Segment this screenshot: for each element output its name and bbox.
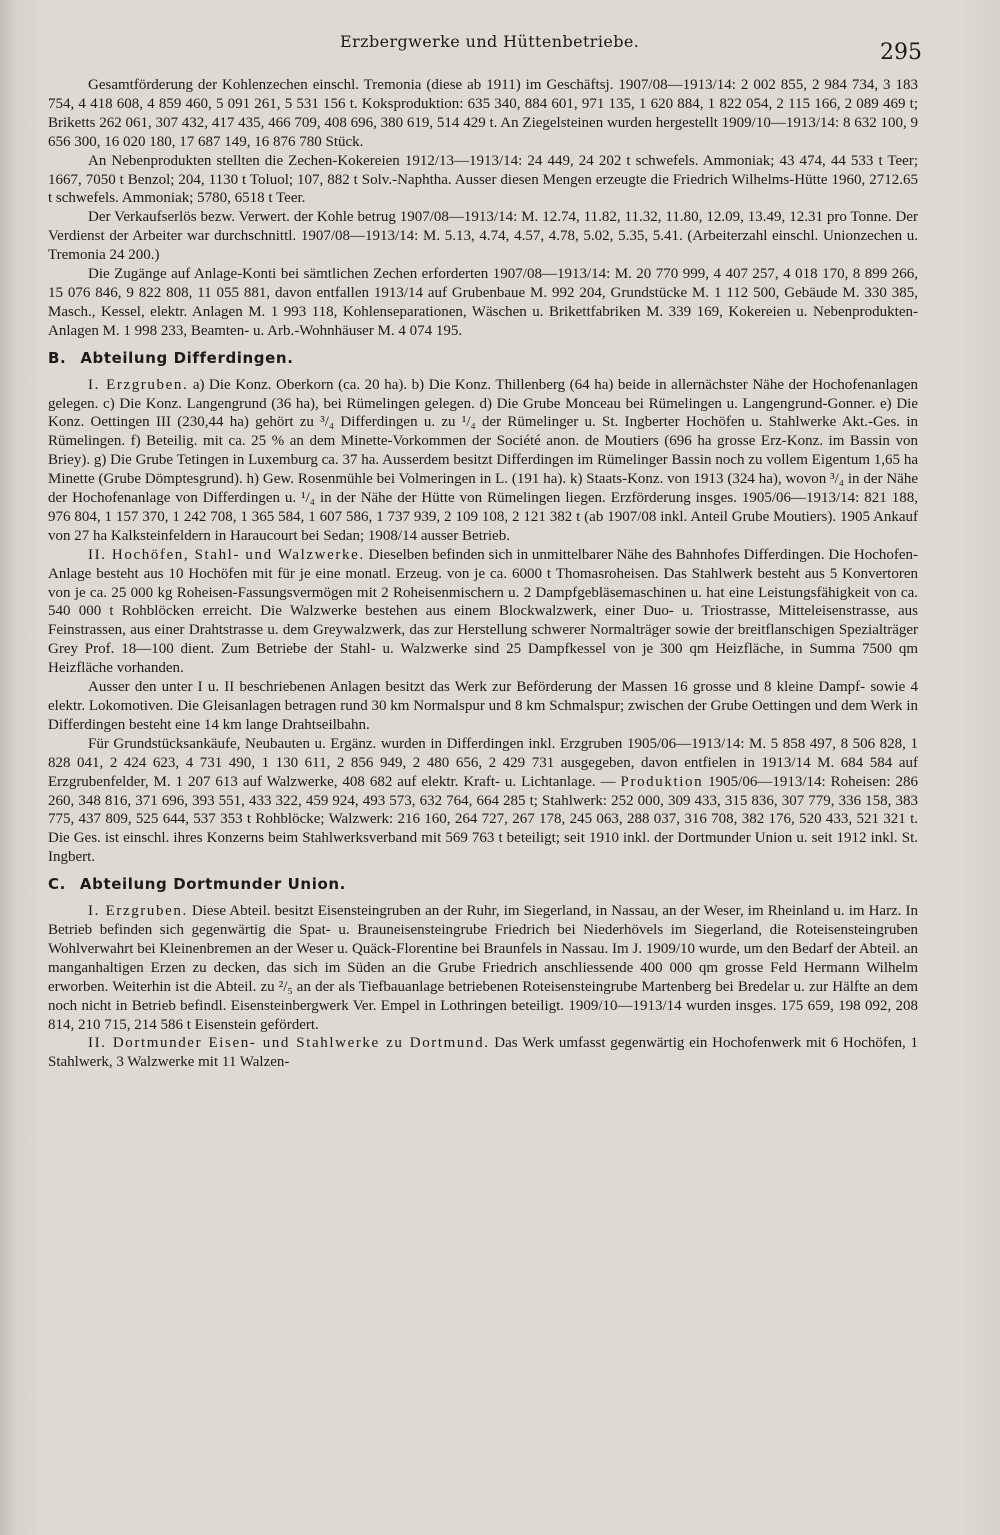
paragraph-sales-proceeds: Der Verkaufserlös bezw. Verwert. der Kohle betrug 1907/08—1913/14: M. 12.74, 11.82, 11.32, 11.80, 12.09, 13.49, 12.31 pro Tonne. Der Verdienst der Arbeiter war durchschnittl. 1907/08—1913/14: M. 5.13, 4.74, 4.57, 4.78, 5.02, 5.35, 5.41. (Arbeiterzahl einschl. Unionzechen u. Tremonia 24 200.) — [48, 209, 918, 264]
section-heading-differdingen — [48, 349, 918, 368]
paragraph-text: a) Die Konz. Oberkorn (ca. 20 ha). b) Die Konz. Thillenberg (64 ha) beide in allernächster Nähe der Hochofenanlagen gelegen. c) Die Konz. Langengrund (36 ha), bei Rümelingen gelegen. d) Die Grube Monceau bei Rümelingen u. Langengrund-Gonner. e) Die Konz. Oettingen III (230,44 ha) gehört zu ³/₄ Differdingen u. zu ¹/₄ der Rümelinger u. St. Ingberter Hochöfen u. Stahlwerke Akt.-Ges. in Rümelingen. f) Beteilig. mit ca. 25 % an dem Minette-Vorkommen der Société anon. de Moutiers (696 ha grosse Erz-Konz. im Bassin von Briey). g) Die Grube Tetingen in Luxemburg ca. 37 ha. Ausserdem besitzt Differdingen im Rümelinger Bassin noch zu vollem Eigentum 1,65 ha Minette (Grube Dömptesgrund). h) Gew. Rosenmühle bei Volmeringen in L. (191 ha). k) Staats-Konz. von 1913 (324 ha), wovon ³/₄ in der Nähe der Hochofenanlage von Differdingen u. ¹/₄ in der Nähe der Hütte von Rümelingen liegen. Erzförderung insges. 1905/06—1913/14: 821 188, 976 804, 1 157 370, 1 242 708, 1 365 584, 1 607 586, 1 737 939, 2 109 108, 2 121 382 t (ab 1907/08 inkl. Anteil Grube Moutiers). 1905 Ankauf von 27 ha Kalksteinfeldern in Haraucourt bei Sedan; 1908/14 ausser Betrieb. — [48, 376, 918, 544]
paragraph-text: Für Grundstücksankäufe, Neubauten u. Ergänz. wurden in Differdingen inkl. Erzgruben 1905/06—1913/14: M. 5 858 497, 8 506 828, 1 828 041, 2 424 623, 4 731 490, 1 130 611, 2 856 949, 2 480 656, 2 429 731 ausgegeben, davon entfielen in 1913/14 M. 684 584 auf Erzgrubenfelder, M. 1 207 613 auf Walzwerke, 408 682 auf elektr. Kraft- u. Lichtanlage. — — [48, 735, 918, 790]
inline-heading-produktion: Produktion — [620, 773, 704, 790]
subsection-lead: I. Erzgruben. — [88, 376, 189, 393]
section-letter: B. — [48, 348, 67, 367]
subsection-lead: II. Hochöfen, Stahl- und Walzwerke. — [88, 546, 365, 563]
running-head: Erzbergwerke und Hüttenbetriebe. — [340, 32, 640, 51]
paragraph-text: Das Werk umfasst gegenwärtig ein Hochofenwerk mit 6 Hochöfen, 1 Stahlwerk, 3 Walzwerke mit 11 Walzen- — [48, 1035, 918, 1071]
paragraph-by-products: An Nebenprodukten stellten die Zechen-Kokereien 1912/13—1913/14: 24 449, 24 202 t schwefels. Ammoniak; 43 474, 44 533 t Teer; 1667, 7050 t Benzol; 204, 1130 t Toluol; 107, 882 t Solv.-Naphtha. Ausser diesen Mengen erzeugte die Friedrich Wilhelms-Hütte 1960, 2712.65 t schwefels. Ammoniak; 5780, 6518 t Teer. — [48, 152, 918, 207]
paragraph-blast-furnaces — [48, 546, 918, 678]
section-title: Abteilung Differdingen. — [80, 348, 294, 367]
subsection-lead: II. Dortmunder Eisen- und Stahlwerke zu Dortmund. — [88, 1035, 490, 1052]
page-number: 295 — [880, 40, 922, 65]
paragraph-ore-mines-union — [48, 902, 918, 1034]
paragraph-locomotives: Ausser den unter I u. II beschriebenen Anlagen besitzt das Werk zur Beförderung der Massen 16 grosse und 8 kleine Dampf- sowie 4 elektr. Lokomotiven. Die Gleisanlagen betragen rund 30 km Normalspur und 8 km Schmalspur; zwischen der Grube Oettingen und dem Werk in Differdingen besteht eine 14 km lange Drahtseilbahn. — [48, 679, 918, 733]
section-heading-dortmunder-union — [48, 875, 918, 894]
section-letter: C. — [48, 875, 66, 894]
paragraph-text: Diese Abteil. besitzt Eisensteingruben an der Ruhr, im Siegerland, in Nassau, an der Weser, im Rheinland u. im Harz. In Betrieb befinden sich gegenwärtig die Spat- u. Brauneisensteingrube Friedrich bei Niederhövels im Siegerland, die Roteisensteingruben Wohlverwahrt bei Kleinenbremen an der Weser u. Quäck-Florentine bei Braunfels in Nassau. Im J. 1909/10 wurde, um den Bedarf der Abteil. an manganhaltigen Erzen zu decken, das sich im Süden an die Grube Friedrich anschliessende 400 000 qm grosse Feld Hermann Wilhelm erworben. Weiterhin ist die Abteil. zu ²/₅ an der als Tiefbauanlage betriebenen Roteisensteingrube Martenberg bei Bredelar u. zur Hälfte an dem noch nicht in Betrieb befindl. Eisensteinbergwerk Ver. Empel in Lothringen beteiligt. 1909/10—1913/14 wurden insges. 175 659, 198 092, 208 814, 210 715, 214 586 t Eisenstein gefördert. — [48, 903, 919, 1033]
paragraph-production-totals: Gesamtförderung der Kohlenzechen einschl. Tremonia (diese ab 1911) im Geschäftsj. 1907/08—1913/14: 2 002 855, 2 984 734, 3 183 754, 4 418 608, 4 859 460, 5 091 261, 5 531 156 t. Koksproduktion: 635 340, 884 601, 971 135, 1 620 884, 1 822 054, 2 115 166, 2 089 469 t; Briketts 262 061, 307 432, 417 435, 466 709, 408 696, 380 619, 514 429 t. An Ziegelsteinen wurden hergestellt 1909/10—1913/14: 8 632 100, 9 656 300, 16 020 180, 17 687 149, 16 876 780 Stück. — [48, 77, 918, 150]
paragraph-dortmund-works — [48, 1034, 918, 1072]
page-body — [48, 76, 918, 1072]
paragraph-ore-mines — [48, 376, 918, 546]
page-header — [0, 32, 1000, 72]
subsection-lead: I. Erzgruben. — [88, 903, 188, 920]
paragraph-text: Dieselben befinden sich in unmittelbarer Nähe des Bahnhofes Differdingen. Die Hochofen-Anlage besteht aus 10 Hochöfen mit für je eine monatl. Erzeug. von je ca. 6000 t Thomasroheisen. Das Stahlwerk besteht aus 5 Konvertoren von je ca. 25 000 kg Roheisen-Fassungsvermögen mit 2 Roheisenmischern u. 2 Dampfgebläsemaschinen u. hat eine Leistungsfähigkeit von ca. 540 000 t Rohblöcken erreicht. Die Walzwerke bestehen aus einem Blockwalzwerk, einer Duo- u. Triostrasse, Mitteleisenstrasse, aus Feinstrassen, aus einer Drahtstrasse u. dem Greywalzwerk, das zur Herstellung schwerer Normalträger sowie der breitflanschigen Spezialträger Grey Prof. 18—100 dient. Zum Betriebe der Stahl- u. Walzwerke sind 25 Dampfkessel von je 300 qm Heizfläche, in Summa 7500 qm Heizfläche vorhanden. — [48, 546, 918, 677]
paragraph-expenditure-production — [48, 735, 918, 867]
paragraph-text: 1905/06—1913/14: Roheisen: 286 260, 348 816, 371 696, 393 551, 433 322, 459 924, 493 573, 632 764, 664 285 t; Stahlwerk: 252 000, 309 433, 315 836, 307 779, 336 158, 383 775, 437 809, 525 644, 537 353 t Rohblöcke; Walzwerk: 216 160, 264 727, 267 178, 245 063, 288 037, 316 708, 382 176, 520 433, 521 321 t. Die Ges. ist einschl. ihres Konzerns beim Stahlwerksverband mit 569 763 t beteiligt; seit 1910 inkl. der Dortmunder Union u. seit 1912 inkl. St. Ingbert. — [48, 773, 919, 866]
paragraph-asset-additions: Die Zugänge auf Anlage-Konti bei sämtlichen Zechen erforderten 1907/08—1913/14: M. 20 770 999, 4 407 257, 4 018 170, 8 899 266, 15 076 846, 9 822 808, 11 055 881, davon entfallen 1913/14 auf Grubenbaue M. 992 204, Grundstücke M. 1 112 500, Gebäude M. 330 385, Masch., Kessel, elektr. Anlagen M. 1 993 118, Kohlenseparationen, Wäschen u. Brikettfabriken M. 339 169, Kokereien u. Nebenprodukten-Anlagen M. 1 998 233, Beamten- u. Arb.-Wohnhäuser M. 4 074 195. — [48, 266, 918, 339]
section-title: Abteilung Dortmunder Union. — [79, 875, 346, 894]
